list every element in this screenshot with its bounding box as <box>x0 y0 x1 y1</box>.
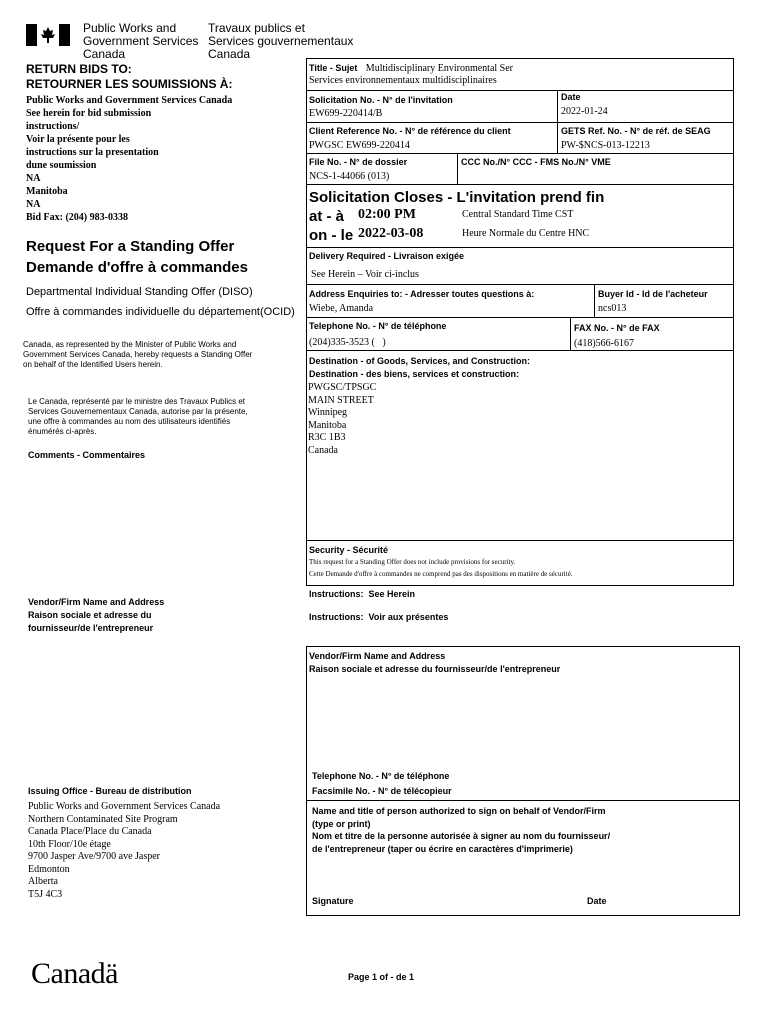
instructions-fr: Instructions: Voir aux présentes <box>309 612 449 622</box>
vendor-phone-label: Telephone No. - N° de téléphone <box>312 771 450 781</box>
dept-name-en: Public Works and Government Services Canada <box>83 21 199 61</box>
phone-value: (204)335-3523 ( ) <box>309 337 386 348</box>
fax-value: (418)566-6167 <box>574 338 634 349</box>
client-ref-label: Client Reference No. - N° de référence du client <box>309 126 511 136</box>
title-value-en: Multidisciplinary Environmental Ser <box>365 63 513 74</box>
intro-para-en: Canada, as represented by the Minister of Public Works and Government Services Canada, hereby requests a Standing Offer on behalf of the Identified Users herein. <box>23 340 253 369</box>
vendor-fax-label: Facsimile No. - N° de télécopieur <box>312 786 452 796</box>
title-label: Title - Sujet <box>309 63 358 73</box>
authorized-signer-label: Name and title of person authorized to sign on behalf of Vendor/Firm (type or print) Nom et titre de la personne autorisée à signer au nom du fournisseur/ de l'entrepreneur (taper ou écrire en caractères d'imprimerie) <box>312 806 611 854</box>
delivery-label: Delivery Required - Livraison exigée <box>309 251 465 261</box>
client-ref-value: PWGSC EW699-220414 <box>309 140 410 151</box>
delivery-value: See Herein – Voir ci-inclus <box>311 269 419 280</box>
enquiries-value: Wiebe, Amanda <box>309 303 374 314</box>
phone-label: Telephone No. - N° de téléphone <box>309 321 447 331</box>
enquiries-label: Address Enquiries to: - Adresser toutes questions à: <box>309 289 535 299</box>
issuing-office-address: Public Works and Government Services Canada Northern Contaminated Site Program Canada Place/Place du Canada 10th Floor/10e étage 9700 Jasper Ave/9700 ave Jasper Edmonton Alberta T5J 4C3 <box>28 801 221 900</box>
issuing-office-label: Issuing Office - Bureau de distribution <box>28 786 192 796</box>
comments-label: Comments - Commentaires <box>28 450 146 460</box>
dept-name-fr: Travaux publics et Services gouvernementaux Canada <box>208 21 354 61</box>
diso-text: Departmental Individual Standing Offer (DISO) Offre à commandes individuelle du département(OCID) <box>26 286 295 318</box>
gets-ref-value: PW-$NCS-013-12213 <box>561 140 650 151</box>
page-number: Page 1 of - de 1 <box>348 972 415 982</box>
destination-label: Destination - of Goods, Services, and Construction: Destination - des biens, services et construction: <box>309 356 531 379</box>
signature-date-label: Date <box>587 896 607 906</box>
solicitation-closes-title: Solicitation Closes - L'invitation prend fin <box>309 189 605 206</box>
closing-date: 2022-03-08 <box>358 226 424 241</box>
instructions-en: Instructions: See Herein <box>309 589 416 599</box>
buyer-id-label: Buyer Id - Id de l'acheteur <box>598 289 708 299</box>
file-no-label: File No. - N° de dossier <box>309 157 408 167</box>
timezone-fr: Heure Normale du Centre HNC <box>462 228 590 239</box>
file-no-value: NCS-1-44066 (013) <box>309 171 390 182</box>
vendor-info-box <box>306 646 740 916</box>
gets-ref-label: GETS Ref. No. - N° de réf. de SEAG <box>561 126 711 136</box>
intro-para-fr: Le Canada, représenté par le ministre des Travaux Publics et Services Gouvernementaux Canada, autorise par la présente, une offre à commandes au nom des utilisateurs identifiés énumérés ci-après. <box>28 397 248 436</box>
security-text-en: This request for a Standing Offer does not include provisions for security. <box>309 558 516 566</box>
title-value-fr: Services environnementaux multidisciplinaires <box>309 75 497 86</box>
solicitation-no-value: EW699-220414/B <box>309 108 383 119</box>
ccc-label: CCC No./N° CCC - FMS No./N° VME <box>461 157 611 167</box>
title-field <box>309 61 513 87</box>
security-text-fr: Cette Demande d'offre à commandes ne comprend pas des dispositions en matière de sécurité. <box>309 570 573 578</box>
closing-time: 02:00 PM <box>358 207 416 222</box>
vendor-title: Vendor/Firm Name and Address Raison sociale et adresse du fournisseur/de l'entrepreneur <box>309 651 561 674</box>
solicitation-no-label: Solicitation No. - N° de l'invitation <box>309 95 453 105</box>
buyer-id-value: ncs013 <box>598 303 627 314</box>
date-label: Date <box>561 92 581 102</box>
timezone-en: Central Standard Time CST <box>462 209 574 220</box>
canada-wordmark: Canadä <box>31 957 118 990</box>
fax-label: FAX No. - N° de FAX <box>574 323 660 333</box>
destination-address: PWGSC/TPSGC MAIN STREET Winnipeg Manitoba R3C 1B3 Canada <box>308 382 377 456</box>
canada-flag-logo <box>26 24 70 46</box>
signature-label: Signature <box>312 896 354 906</box>
vendor-label-left: Vendor/Firm Name and Address Raison sociale et adresse du fournisseur/de l'entrepreneur <box>28 597 165 633</box>
security-label: Security - Sécurité <box>309 545 389 555</box>
on-label: on - le <box>309 227 354 244</box>
at-label: at - à <box>309 208 345 225</box>
return-address: Public Works and Government Services Canada See herein for bid submission instructions/ Voir la présente pour les instructions sur la presentation dune soumission NA Manitoba NA Bid Fax: (204) 983-0338 <box>26 95 233 223</box>
date-value: 2022-01-24 <box>561 106 608 117</box>
rfso-title: Request For a Standing Offer Demande d'offre à commandes <box>26 238 248 276</box>
return-bids-heading: RETURN BIDS TO: RETOURNER LES SOUMISSIONS À: <box>26 62 233 91</box>
